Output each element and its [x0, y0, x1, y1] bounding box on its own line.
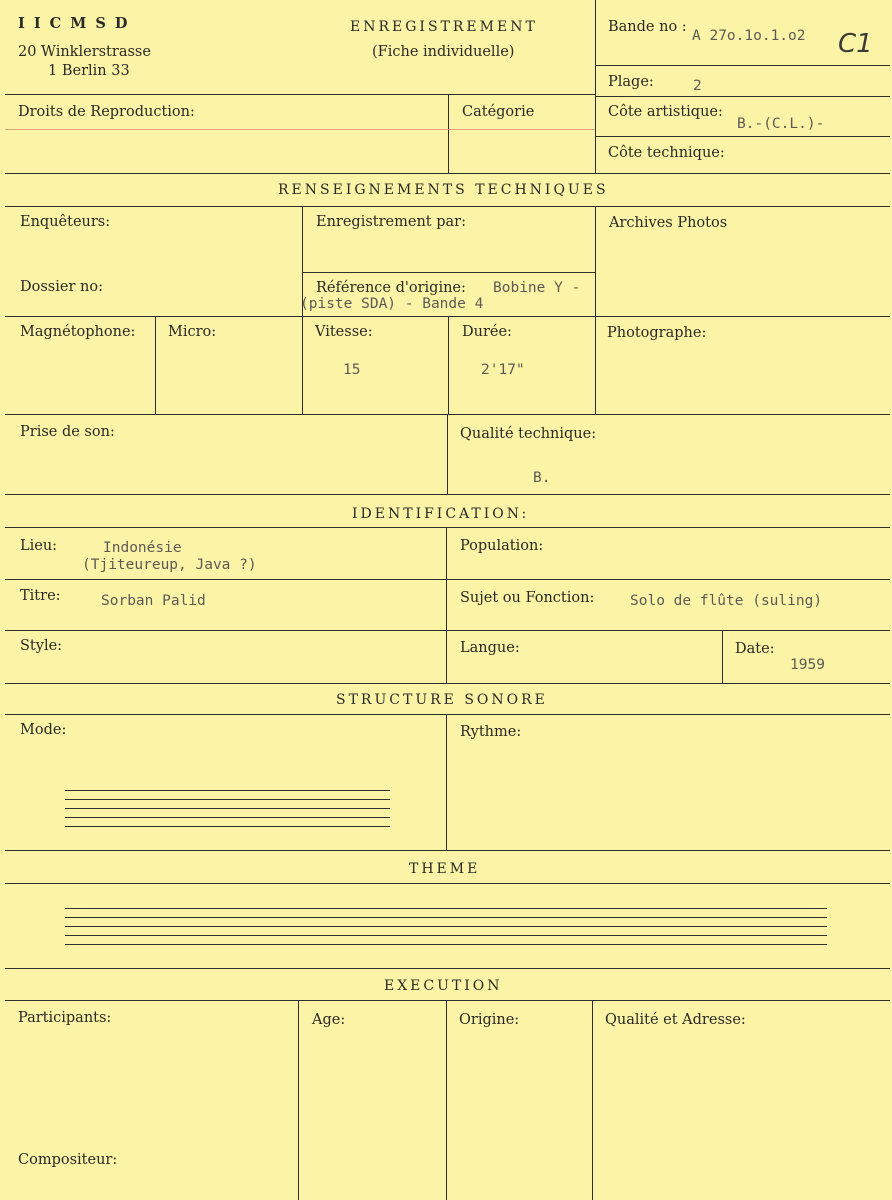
- categorie-label: Catégorie: [462, 104, 535, 120]
- enqueteurs-label: Enquêteurs:: [20, 214, 111, 230]
- bande-handwritten-note: C1: [838, 29, 873, 59]
- sujet-label: Sujet ou Fonction:: [460, 590, 595, 606]
- cote-artistique-label: Côte artistique:: [608, 104, 723, 120]
- reference-label: Référence d'origine:: [316, 280, 466, 296]
- titre-value: Sorban Palid: [101, 593, 206, 609]
- lieu-value-1: Indonésie: [103, 540, 182, 556]
- vitesse-value: 15: [343, 362, 361, 378]
- rule: [722, 630, 723, 683]
- staff-line: [65, 944, 827, 945]
- rule: [5, 883, 890, 884]
- rule: [5, 579, 890, 580]
- rule: [5, 494, 890, 495]
- rule: [5, 714, 890, 715]
- reference-value-1: Bobine Y -: [493, 280, 581, 296]
- magnetophone-label: Magnétophone:: [20, 324, 136, 340]
- rule: [446, 527, 447, 683]
- rule: [592, 1000, 593, 1200]
- langue-label: Langue:: [460, 640, 520, 656]
- rule: [302, 272, 595, 273]
- lieu-label: Lieu:: [20, 538, 58, 554]
- age-label: Age:: [312, 1012, 346, 1028]
- rythme-label: Rythme:: [460, 724, 522, 740]
- bande-label: Bande no :: [608, 19, 687, 35]
- compositeur-label: Compositeur:: [18, 1152, 118, 1168]
- cote-technique-label: Côte technique:: [608, 145, 725, 161]
- staff-line: [65, 808, 390, 809]
- staff-line: [65, 817, 390, 818]
- section-theme-title: THEME: [409, 861, 481, 877]
- staff-line: [65, 908, 827, 909]
- qualite-technique-value: B.: [533, 470, 551, 486]
- date-value: 1959: [790, 657, 825, 673]
- rule: [595, 0, 596, 173]
- date-label: Date:: [735, 641, 775, 657]
- sujet-value: Solo de flûte (suling): [630, 593, 823, 609]
- style-label: Style:: [20, 638, 63, 654]
- address-line-2: 1 Berlin 33: [48, 63, 130, 79]
- rule: [155, 316, 156, 414]
- reference-value-2: (piste SDA) - Bande 4: [300, 296, 484, 312]
- bande-value: A 27o.1o.1.o2: [692, 28, 806, 44]
- qualite-adresse-label: Qualité et Adresse:: [605, 1012, 746, 1028]
- titre-label: Titre:: [20, 588, 61, 604]
- photographe-label: Photographe:: [607, 325, 707, 341]
- staff-line: [65, 826, 390, 827]
- rule: [5, 94, 595, 95]
- rule: [595, 206, 596, 414]
- rule: [595, 65, 890, 66]
- institute-name: I I C M S D: [18, 15, 130, 32]
- duree-value: 2'17": [481, 362, 525, 378]
- rule: [5, 683, 890, 684]
- participants-label: Participants:: [18, 1010, 112, 1026]
- section-execution-title: EXECUTION: [384, 978, 503, 994]
- micro-label: Micro:: [168, 324, 217, 340]
- origine-label: Origine:: [459, 1012, 520, 1028]
- rule: [446, 714, 447, 850]
- staff-line: [65, 917, 827, 918]
- duree-label: Durée:: [462, 324, 512, 340]
- qualite-technique-label: Qualité technique:: [460, 426, 597, 442]
- prise-de-son-label: Prise de son:: [20, 424, 115, 440]
- dossier-label: Dossier no:: [20, 279, 103, 295]
- staff-line: [65, 926, 827, 927]
- rule: [448, 316, 449, 414]
- staff-line: [65, 799, 390, 800]
- plage-label: Plage:: [608, 74, 654, 90]
- rule: [447, 414, 448, 494]
- rule: [5, 630, 890, 631]
- rule: [595, 136, 890, 137]
- rule: [5, 968, 890, 969]
- rule: [5, 850, 890, 851]
- droits-label: Droits de Reproduction:: [18, 104, 195, 120]
- rule: [298, 1000, 299, 1200]
- rule: [595, 96, 890, 97]
- rule: [446, 1000, 447, 1200]
- address-line-1: 20 Winklerstrasse: [18, 44, 151, 60]
- form-subtitle: (Fiche individuelle): [372, 44, 515, 60]
- rule: [5, 173, 890, 174]
- mode-label: Mode:: [20, 722, 67, 738]
- population-label: Population:: [460, 538, 544, 554]
- cote-artistique-value: B.-(C.L.)-: [737, 116, 825, 132]
- staff-line: [65, 935, 827, 936]
- enregistrement-par-label: Enregistrement par:: [316, 214, 466, 230]
- vitesse-label: Vitesse:: [315, 324, 373, 340]
- staff-line: [65, 790, 390, 791]
- rule: [5, 206, 890, 207]
- plage-value: 2: [693, 78, 702, 94]
- rule: [5, 1000, 890, 1001]
- archives-photos-label: Archives Photos: [609, 215, 728, 231]
- section-structure-title: STRUCTURE SONORE: [336, 692, 548, 708]
- rule: [5, 527, 890, 528]
- red-guideline: [5, 129, 595, 130]
- lieu-value-2: (Tjiteureup, Java ?): [82, 557, 257, 573]
- rule: [448, 94, 449, 173]
- form-title: ENREGISTREMENT: [350, 19, 538, 35]
- section-identification-title: IDENTIFICATION:: [352, 506, 530, 522]
- section-technical-title: RENSEIGNEMENTS TECHNIQUES: [278, 182, 609, 198]
